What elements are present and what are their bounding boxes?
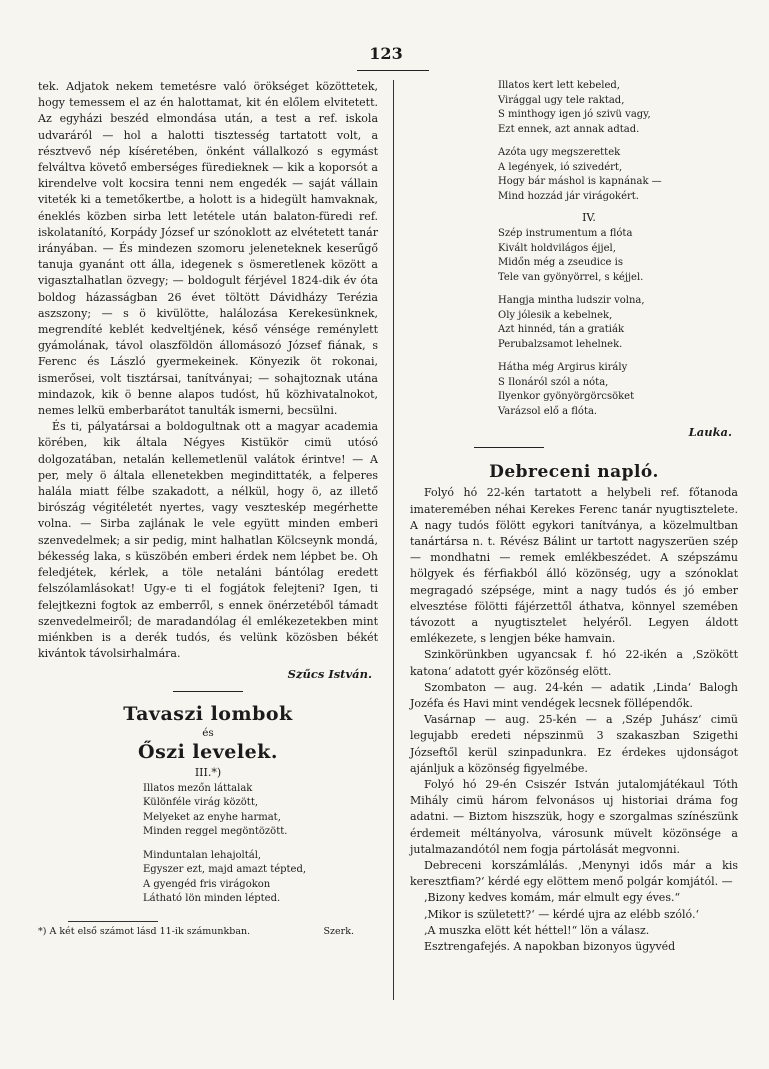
obituary-paragraph-2: És ti, pályatársai a boldogultnak ott a magyar academia körében, kik általa Négyes Kistükör cimü utósó dolgozatában, netalán kellemetlenül valátok érintve! — A per, mely ö általa ellenetekben megindittaték, a felperes halála miatt félbe szakadott, a nélkül, hogy ö, az illető birószág végitéletét nyertes, vagy veszteskép megérhette volna. — Sirba zajlának le vele együtt minden emberi szenvedelmek; a sir pedig, mint halhatlan Kölcseynk mondá, békesség laka, s küszöbén emberi érdek nem lépbet be. Oh feledjétek, kérlek, a töle netaláni bántólag eredett felszólamlásokat! Ugy-e ti el fogjátok felejteni? Igen, ti felejtkezni fogtok az emberről, s ennek önérzetéből támadt szenvedelmeiről; de maradandólag él emlékezetekben mint miénkben is a derék tudós, és velünk közösben békét kivántok távolsirhalmára.	[38, 420, 378, 661]
poem-line: Azóta ugy megszerettek	[498, 147, 621, 158]
poem-line: S minthogy igen jó szivü vagy,	[498, 109, 651, 120]
news-paragraph: Szombaton — aug. 24-kén — adatik ‚Linda‘ Balogh Jozéfa és Havi mint vendégek lecsnek föllépendők.	[410, 680, 738, 711]
dialogue-line: ‚Bizony kedves komám, már elmult egy éves.“	[424, 891, 681, 905]
poem-line: Azt hinnéd, tán a gratiák	[498, 324, 625, 335]
poem-line: Perubalzsamot lehelnek.	[498, 338, 623, 350]
news-paragraph: Esztrengafejés. A napokban bizonyos ügyvéd	[424, 940, 676, 954]
dialogue-line: ‚A muszka elött két héttel!“ lön a válasz.	[424, 923, 650, 937]
obituary-paragraph-1: tek. Adjatok nekem temetésre való örökséget közöttetek, hogy temessem el az én halottamat, kit én előlem elvitetett. Az egyházi beszéd elmondása után, a test a ref. iskola udvaráról — hol a halotti tisztesség tartatott volt, a résztvevő nép kíséretében, önként vállalkozó s egymást felváltva követő emberséges füredieknek — kik a koporsót a kirendelve volt kocsira tenni nem engedék — saját vállain viteték ki a temetőkertbe, a holott is a hidegült hamvaknak, éneklés közben sirba lett letétele után balaton-füredi ref. iskolatanító, Korpády József ur szónoklott az elvétetett tanár irányában. — És mindezen szomoru jeleneteknek keserűgő tanuja gyanánt ott álla, idegenek s ösmeretlenek között a vigasztalhatlan özvegy; — boldogult férjével 1824-dik év óta boldog házasságban 26 évet töltött Dávidházy Terézia aszszony; — s ö kivülötte, halálozása Kerekesünknek, megrendíté keblét kedveltjének, késő vénsége reménylett gyámolának, távol olaszföldön állomásozó József fiának, s Ferenc és László gyermekeinek. Könyezik öt rokonai, ismerősei, volt tisztársai, tanítványai; — sohajtoznak utána mindazok, kik ö benne alapos tudóst, hű közhivatalnokot, nemes lelkü emberbarátot tanulták ismerni, becsülni.	[38, 80, 378, 418]
section-title: Debreceni napló.	[489, 462, 659, 483]
poem-left	[143, 782, 378, 907]
poem-line: Tele van gyönyörrel, s kéjjel.	[498, 271, 644, 283]
poem-line: Kivált holdvilágos éjjel,	[498, 242, 616, 254]
poem-line: Illatos kert lett kebeled,	[498, 80, 620, 91]
news-paragraph: Szinkörünkben ugyancsak f. hó 22-ikén a ‚Szökött katona‘ adatott gyér közönség elött.	[410, 648, 738, 678]
poem-line: Egyszer ezt, majd amazt tépted,	[143, 864, 307, 876]
poem-line: Szép instrumentum a flóta	[498, 228, 633, 239]
poem-line: Hogy bár máshol is kapnának —	[498, 176, 662, 187]
stanza	[143, 782, 378, 840]
page-number: 123	[369, 44, 403, 63]
poem-line: Varázsol elő a flóta.	[498, 405, 598, 417]
poem-line: Oly jólesik a kebelnek,	[498, 309, 613, 321]
poem-line: A gyengéd fris virágokon	[143, 878, 271, 890]
poem-line: Minduntalan lehajoltál,	[143, 849, 262, 861]
stanza	[498, 361, 738, 419]
stanza	[143, 849, 378, 907]
news-paragraph: Debreceni korszámlálás. ‚Menynyi idős már a kis keresztfiam?‘ kérdé egy elöttem menő polgár komjától. —	[410, 859, 738, 889]
section-rule	[474, 447, 544, 448]
poem-line: Midőn még a zseudice is	[498, 257, 623, 268]
stanza	[498, 294, 738, 352]
poem-line: Virággal ugy tele raktad,	[498, 94, 625, 106]
news-paragraph: Folyó hó 22-kén tartatott a helybeli ref. főtanoda imateremében néhai Kerekes Ferenc tanár nyugtisztelete. A nagy tudós fölött egykori tanítványa, a közelmultban tanártársa n. t. Révész Bálint ur tartott nagyszerüen szép — mondhatni — remek emlékbeszédet. A szépszámu hölgyek és férfiakból álló közönség, ugy a szónoklat megragadó szépsége, mint a nagy tudós és jó ember elvesztése fölötti fájérzettől áthatva, könnyel szemében távozott a nyugtisztelet helyéről. Legyen áldott emlékezete, s lengjen béke hamvain.	[410, 486, 738, 646]
poem-line: Látható lön minden lépted.	[143, 893, 281, 905]
dialogue-line: ‚Mikor is született?‘ — kérdé ujra az elébb szóló.‘	[424, 907, 699, 921]
news-paragraph: Vasárnap — aug. 25-kén — a ‚Szép Juhász‘ cimü legujabb eredeti népszinmü 3 szakaszban Szigethi Józseftől kerül szinpadunkra. Ez érdekes ujdonságot ajánljuk a közönség figyelmébe.	[410, 713, 738, 775]
right-column	[410, 79, 738, 955]
stanza	[498, 79, 738, 137]
poem-line: Hangja mintha ludszir volna,	[498, 295, 645, 306]
section-rule	[173, 691, 243, 692]
poem-line: Ilyenkor gyönyörgörcsöket	[498, 391, 635, 402]
poem-line: A legények, ió szivedért,	[498, 161, 623, 173]
footnote-text: *) A két első számot lásd 11-ik számunkban.	[38, 925, 251, 937]
poem-title: Tavaszi lombok	[123, 702, 293, 725]
poem-right-iv	[498, 227, 738, 419]
poem-line: Illatos mezőn láttalak	[143, 782, 253, 794]
stanza	[498, 146, 738, 204]
header-rule	[357, 70, 429, 71]
stanza	[498, 227, 738, 285]
footnote-rule	[68, 921, 158, 922]
poem-title-second: Őszi levelek.	[138, 740, 278, 763]
footnote	[38, 925, 378, 938]
poem-line: Ezt ennek, azt annak adtad.	[498, 123, 640, 135]
poem-line: Különféle virág között,	[143, 797, 259, 809]
poem-number: III.*)	[194, 765, 222, 779]
poem-line: S Ilonáról szól a nóta,	[498, 376, 609, 388]
poem-line: Mind hozzád jár virágokért.	[498, 190, 639, 202]
column-divider	[393, 80, 394, 1000]
poem-number-iv: IV.	[582, 211, 596, 224]
poem-line: Hátha még Argirus király	[498, 362, 628, 373]
poem-right	[498, 79, 738, 204]
article-signature: Szűcs István.	[287, 667, 372, 682]
left-column	[38, 79, 378, 938]
poem-signature: Lauka.	[688, 425, 732, 439]
news-paragraph: Folyó hó 29-én Csiszér István jutalomjátékaul Tóth Mihály cimü három felvonásos uj historiai dráma fog adatni. — Biztom hiszszük, hogy e szorgalmas színészünk érdemeit méltányolva, városunk müvelt közönsége a jutalmazandótól nem fogja pártolását megvonni.	[410, 778, 738, 856]
footnote-signature: Szerk.	[323, 925, 354, 937]
poem-line: Melyeket az enyhe harmat,	[143, 811, 281, 823]
poem-line: Minden reggel megöntözött.	[143, 826, 288, 838]
poem-title-conjunction: és	[202, 726, 214, 739]
